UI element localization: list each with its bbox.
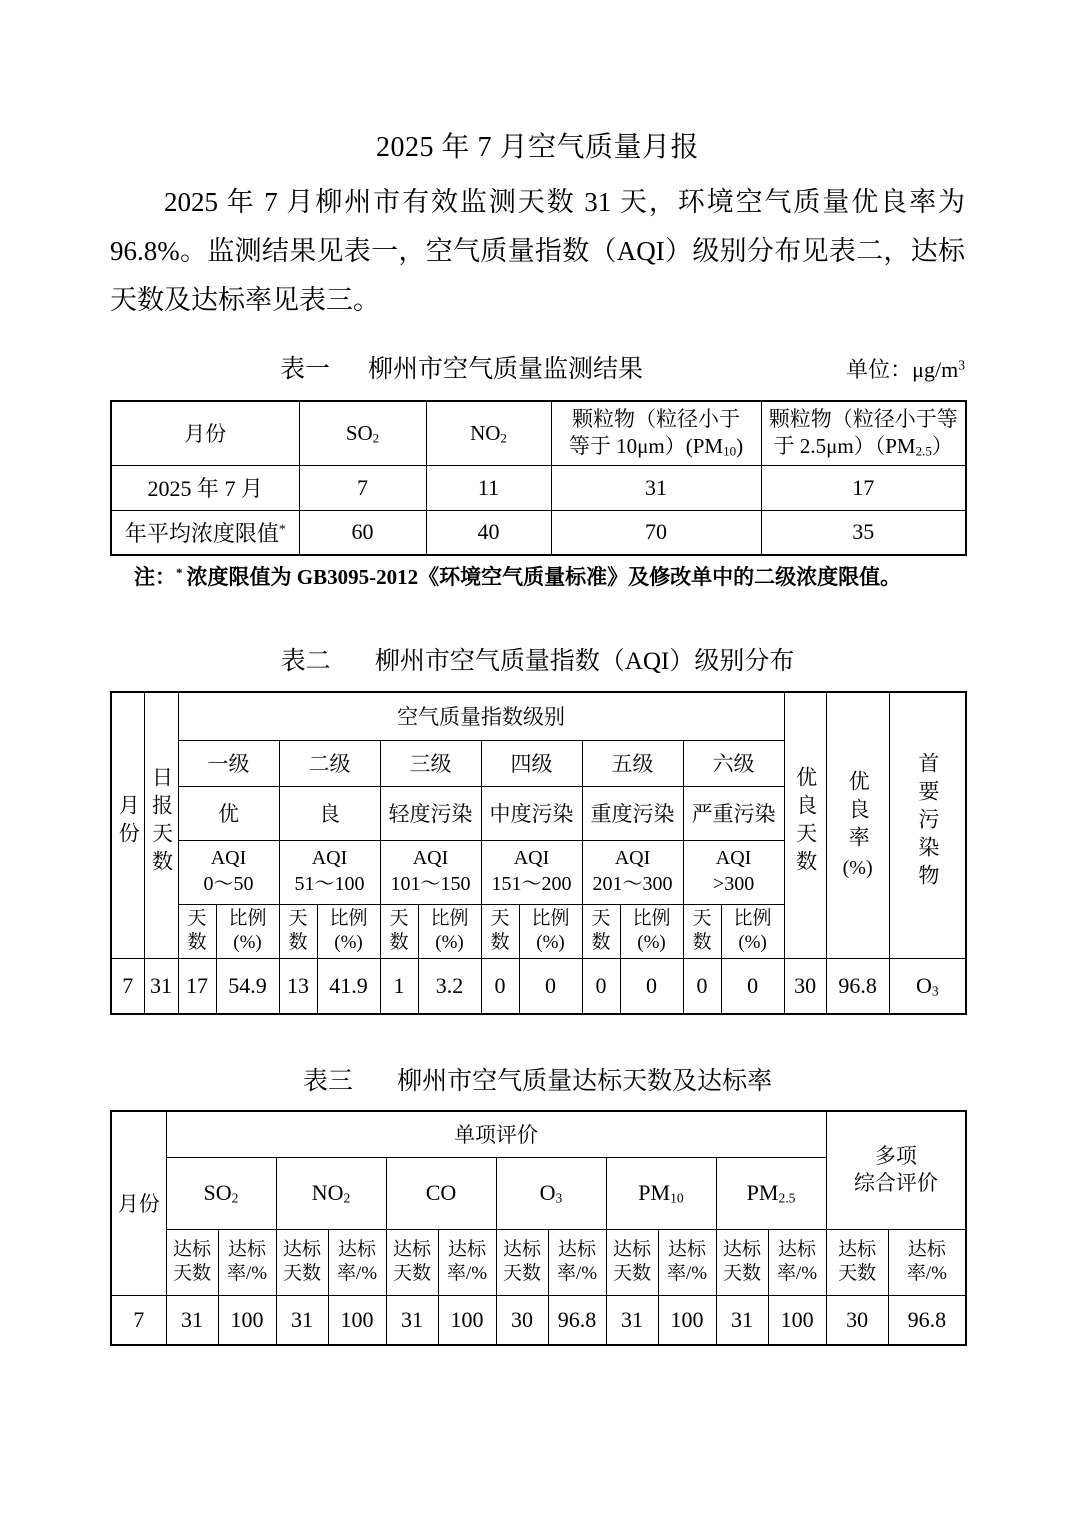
cell-pm25: 17 xyxy=(761,465,966,510)
cell-daily-days: 31 xyxy=(144,958,178,1014)
reach-days-subheader: 达标 天数 xyxy=(496,1229,548,1295)
cell-ratio-5: 0 xyxy=(620,958,683,1014)
col-header-pm10: $PM_{10}$ xyxy=(606,1157,716,1229)
cell-o3-rate: 96.8 xyxy=(548,1295,606,1345)
cell-month: 7 xyxy=(111,1295,166,1345)
col-header-pm25: 颗粒物（粒径小于等 于 $2.5\mu m)(PM_{2.5})$ xyxy=(761,401,966,465)
aqi-range-6: AQI >300 xyxy=(683,840,784,904)
level-name-3: 轻度污染 xyxy=(380,786,481,840)
table2-caption-row xyxy=(110,641,965,677)
cell-days-5: 0 xyxy=(582,958,620,1014)
cell-so2-rate: 100 xyxy=(218,1295,276,1345)
aqi-range-4: AQI 151～200 xyxy=(481,840,582,904)
col-header-month: 月份 xyxy=(111,401,299,465)
days-subheader: 天 数 xyxy=(683,904,721,958)
col-header-no2: $NO_2$ xyxy=(276,1157,386,1229)
col-header-good-rate: 优良率 (%) xyxy=(826,692,889,958)
unit-text: 单位：μg/m xyxy=(846,357,959,382)
aqi-range-1: AQI 0～50 xyxy=(178,840,279,904)
cell-ratio-2: 41.9 xyxy=(317,958,380,1014)
reach-rate-subheader: 达标 率/% xyxy=(658,1229,716,1295)
table3-subheader-row xyxy=(111,1229,966,1295)
table1-caption-row xyxy=(110,349,965,385)
col-header-so2: $SO_2$ xyxy=(299,401,426,465)
ratio-subheader: 比例 (%) xyxy=(317,904,380,958)
col-header-pm10: 颗粒物（粒径小于 等于 $10\mu m)(PM_{10})$ xyxy=(551,401,761,465)
days-subheader: 天 数 xyxy=(178,904,216,958)
multi-eval-header: 多项 综合评价 xyxy=(826,1111,966,1229)
cell-multi-days: 30 xyxy=(826,1295,888,1345)
grade-1: 一级 xyxy=(178,740,279,786)
cell-no2: 40 xyxy=(426,510,551,555)
ratio-subheader: 比例 (%) xyxy=(418,904,481,958)
unit-superscript: 3 xyxy=(958,357,965,373)
table1-label: 表一 xyxy=(280,356,331,383)
reach-rate-subheader: 达标 率/% xyxy=(438,1229,496,1295)
cell-so2-days: 31 xyxy=(166,1295,218,1345)
aqi-group-header: 空气质量指数级别 xyxy=(178,692,784,740)
cell-o3-days: 30 xyxy=(496,1295,548,1345)
cell-pm25-rate: 100 xyxy=(768,1295,826,1345)
single-eval-header: 单项评价 xyxy=(166,1111,826,1157)
table1-caption: 柳州市空气质量监测结果 xyxy=(368,356,644,383)
table1-data-row-july xyxy=(111,465,966,510)
cell-no2: 11 xyxy=(426,465,551,510)
cell-good-days: 30 xyxy=(784,958,826,1014)
reach-rate-subheader: 达标 率/% xyxy=(328,1229,386,1295)
table1-data-row-limit xyxy=(111,510,966,555)
cell-ratio-4: 0 xyxy=(519,958,582,1014)
reach-days-subheader: 达标 天数 xyxy=(826,1229,888,1295)
monitoring-results-table xyxy=(110,400,967,556)
intro-paragraph: 2025 年 7 月柳州市有效监测天数 31 天，环境空气质量优良率为 96.8%。监测结果见表一，空气质量指数（AQI）级别分布见表二，达标天数及达标率见表三。 xyxy=(110,187,965,315)
reach-rate-subheader: 达标 率/% xyxy=(218,1229,276,1295)
col-header-primary-pollutant: 首要污染物 xyxy=(889,692,966,958)
days-subheader: 天 数 xyxy=(481,904,519,958)
level-name-5: 重度污染 xyxy=(582,786,683,840)
cell-days-2: 13 xyxy=(279,958,317,1014)
table2-data-row xyxy=(111,958,966,1014)
reach-days-subheader: 达标 天数 xyxy=(276,1229,328,1295)
aqi-range-2: AQI 51～100 xyxy=(279,840,380,904)
cell-co-rate: 100 xyxy=(438,1295,496,1345)
attainment-days-table xyxy=(110,1110,967,1346)
cell-days-6: 0 xyxy=(683,958,721,1014)
table3-label: 表三 xyxy=(302,1068,353,1095)
cell-pm25-days: 31 xyxy=(716,1295,768,1345)
days-subheader: 天 数 xyxy=(279,904,317,958)
days-subheader: 天 数 xyxy=(380,904,418,958)
cell-ratio-3: 3.2 xyxy=(418,958,481,1014)
level-name-2: 良 xyxy=(279,786,380,840)
cell-pm10: 70 xyxy=(551,510,761,555)
table3-header-row-1 xyxy=(111,1111,966,1157)
cell-month: 7 xyxy=(111,958,144,1014)
aqi-level-distribution-table xyxy=(110,691,967,1015)
cell-days-1: 17 xyxy=(178,958,216,1014)
table2-header-row-1 xyxy=(111,692,966,740)
cell-pm25: 35 xyxy=(761,510,966,555)
table1-footnote: 注：* 浓度限值为 GB3095-2012《环境空气质量标准》及修改单中的二级浓度限值。 xyxy=(134,564,902,589)
col-header-month: 月份 xyxy=(111,1111,166,1295)
cell-ratio-1: 54.9 xyxy=(216,958,279,1014)
table3-data-row xyxy=(111,1295,966,1345)
cell-no2-days: 31 xyxy=(276,1295,328,1345)
table1-header-row xyxy=(111,401,966,465)
aqi-range-3: AQI 101～150 xyxy=(380,840,481,904)
cell-no2-rate: 100 xyxy=(328,1295,386,1345)
level-name-4: 中度污染 xyxy=(481,786,582,840)
ratio-subheader: 比例 (%) xyxy=(620,904,683,958)
ratio-subheader: 比例 (%) xyxy=(519,904,582,958)
reach-days-subheader: 达标 天数 xyxy=(606,1229,658,1295)
table3-caption-row xyxy=(110,1061,965,1097)
cell-days-3: 1 xyxy=(380,958,418,1014)
reach-rate-subheader: 达标 率/% xyxy=(768,1229,826,1295)
level-name-6: 严重污染 xyxy=(683,786,784,840)
cell-days-4: 0 xyxy=(481,958,519,1014)
col-header-o3: $O_3$ xyxy=(496,1157,606,1229)
reach-rate-subheader: 达标 率/% xyxy=(888,1229,966,1295)
col-header-daily-days: 日报天数 xyxy=(144,692,178,958)
ratio-subheader: 比例 (%) xyxy=(721,904,784,958)
cell-pm10-days: 31 xyxy=(606,1295,658,1345)
cell-multi-rate: 96.8 xyxy=(888,1295,966,1345)
cell-pm10-rate: 100 xyxy=(658,1295,716,1345)
table2-caption: 柳州市空气质量指数（AQI）级别分布 xyxy=(374,648,795,675)
col-header-pm25: $PM_{2.5}$ xyxy=(716,1157,826,1229)
grade-2: 二级 xyxy=(279,740,380,786)
grade-6: 六级 xyxy=(683,740,784,786)
cell-so2: 60 xyxy=(299,510,426,555)
cell-primary-pollutant: $O_3$ xyxy=(889,958,966,1014)
grade-5: 五级 xyxy=(582,740,683,786)
page-title: 2025 年 7 月空气质量月报 xyxy=(375,132,699,163)
cell-so2: 7 xyxy=(299,465,426,510)
row-label: 2025 年 7 月 xyxy=(111,465,299,510)
ratio-subheader: 比例 (%) xyxy=(216,904,279,958)
table1-unit-label xyxy=(846,353,965,384)
cell-ratio-6: 0 xyxy=(721,958,784,1014)
grade-4: 四级 xyxy=(481,740,582,786)
row-label: 年平均浓度限值* xyxy=(111,510,299,555)
col-header-so2: $SO_2$ xyxy=(166,1157,276,1229)
reach-days-subheader: 达标 天数 xyxy=(166,1229,218,1295)
aqi-range-5: AQI 201～300 xyxy=(582,840,683,904)
reach-rate-subheader: 达标 率/% xyxy=(548,1229,606,1295)
table3-caption: 柳州市空气质量达标天数及达标率 xyxy=(397,1068,773,1095)
grade-3: 三级 xyxy=(380,740,481,786)
col-header-co: CO xyxy=(386,1157,496,1229)
col-header-good-days: 优良天数 xyxy=(784,692,826,958)
col-header-no2: $NO_2$ xyxy=(426,401,551,465)
col-header-month: 月份 xyxy=(111,692,144,958)
cell-good-rate: 96.8 xyxy=(826,958,889,1014)
reach-days-subheader: 达标 天数 xyxy=(716,1229,768,1295)
days-subheader: 天 数 xyxy=(582,904,620,958)
level-name-1: 优 xyxy=(178,786,279,840)
cell-pm10: 31 xyxy=(551,465,761,510)
reach-days-subheader: 达标 天数 xyxy=(386,1229,438,1295)
table2-label: 表二 xyxy=(280,648,331,675)
cell-co-days: 31 xyxy=(386,1295,438,1345)
